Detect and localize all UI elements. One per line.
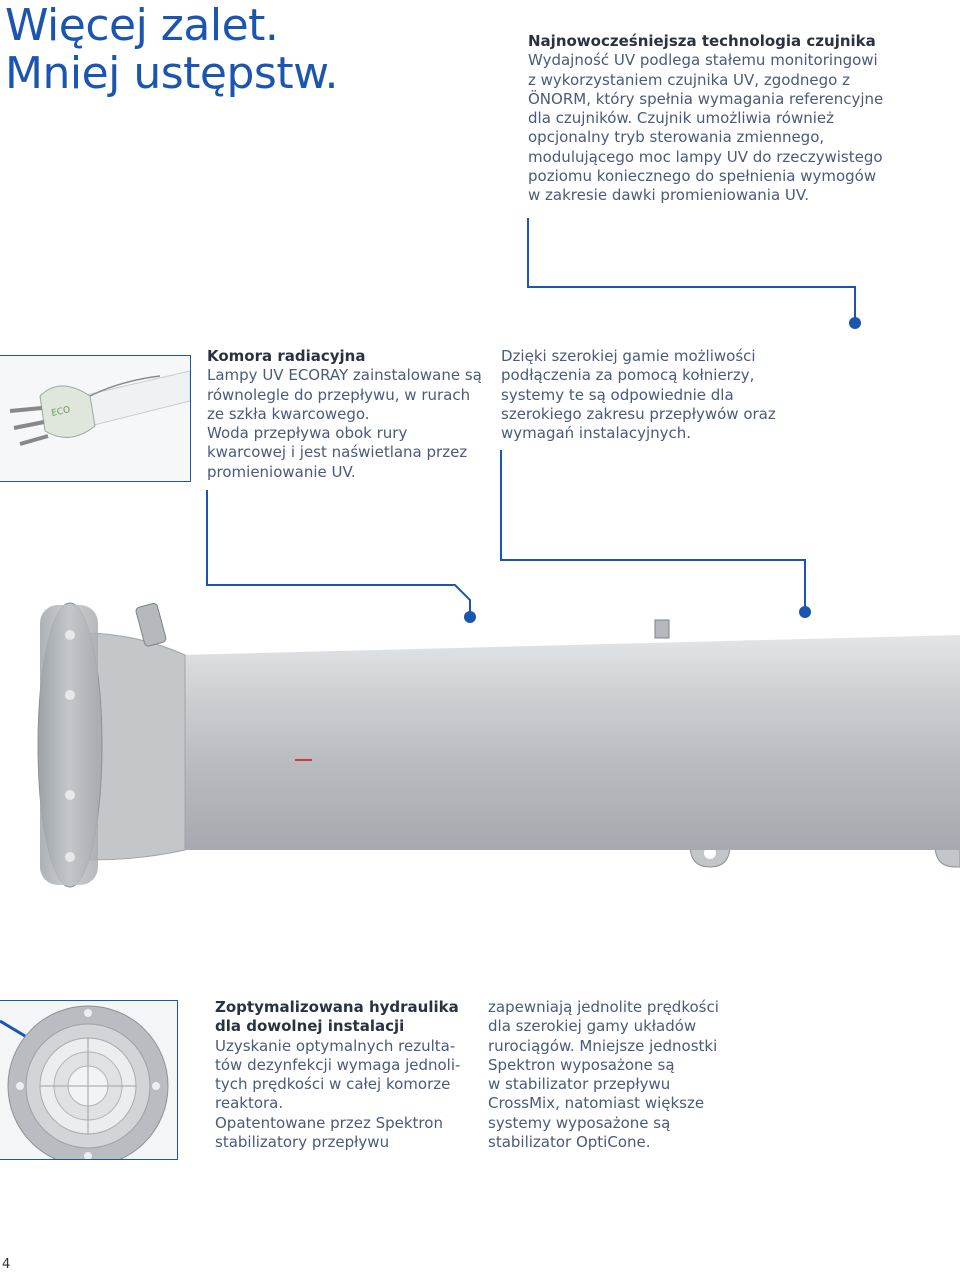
hydraulics-cont-line: dla szerokiej gamy układów [488, 1017, 697, 1036]
connections-line: systemy te są odpowiednie dla [501, 385, 734, 404]
sensor-line: Wydajność UV podlega stałemu monitoringowi [528, 51, 878, 70]
svg-text:ECO: ECO [50, 405, 72, 419]
hydraulics-cont-line: rurociągów. Mniejsze jednostki [488, 1036, 718, 1055]
uv-lamp-photo [0, 355, 191, 482]
connections-section [501, 347, 781, 443]
hydraulics-continued-section [488, 998, 748, 1152]
sensor-section [528, 32, 948, 206]
hydraulics-title-1: Zoptymalizowana hydraulika [215, 998, 459, 1016]
sensor-line: w zakresie dawki promieniowania UV. [528, 186, 810, 205]
chamber-line: Lampy UV ECORAY zainstalowane są [207, 366, 482, 385]
page-number: 4 [2, 1257, 11, 1272]
chamber-title: Komora radiacyjna [207, 347, 366, 365]
hydraulics-cont-line: stabilizator OptiCone. [488, 1133, 651, 1152]
chamber-line: Woda przepływa obok rury [207, 424, 408, 443]
sensor-line: ÖNORM, który spełnia wymagania referencyjne [528, 89, 884, 108]
hydraulics-title-2: dla dowolnej instalacji [215, 1017, 405, 1036]
title-line-1: Więcej zalet. [5, 0, 279, 51]
sensor-line: dla czujników. Czujnik umożliwia również [528, 109, 834, 128]
hydraulics-section [215, 998, 465, 1152]
hydraulics-cont-line: zapewniają jednolite prędkości [488, 998, 719, 1016]
hydraulics-cont-line: systemy wyposażone są [488, 1113, 671, 1132]
hydraulics-line: tych prędkości w całej komorze [215, 1075, 451, 1094]
chamber-line: kwarcowej i jest naświetlana przez [207, 443, 468, 462]
sensor-title: Najnowocześniejsza technologia czujnika [528, 32, 876, 50]
title-line-2: Mniej ustępstw. [5, 48, 339, 99]
hydraulics-line: Uzyskanie optymalnych rezulta- [215, 1036, 456, 1055]
hydraulics-line: stabilizatory przepływu [215, 1133, 390, 1152]
chamber-line: ze szkła kwarcowego. [207, 404, 370, 423]
chamber-line: równolegle do przepływu, w rurach [207, 385, 471, 404]
sensor-line: z wykorzystaniem czujnika UV, zgodnego z [528, 70, 851, 89]
hydraulics-cont-line: CrossMix, natomiast większe [488, 1094, 705, 1113]
connections-line: wymagań instalacyjnych. [501, 424, 692, 443]
flow-stabilizer-photo [0, 1000, 178, 1160]
hydraulics-line: tów dezynfekcji wymaga jednoli- [215, 1055, 461, 1074]
connections-line: podłączenia za pomocą kołnierzy, [501, 366, 755, 385]
chamber-section [207, 347, 487, 482]
uv-reactor-photo [0, 595, 960, 895]
hydraulics-cont-line: w stabilizator przepływu [488, 1075, 671, 1094]
sensor-line: modulującego moc lampy UV do rzeczywistego [528, 147, 883, 166]
hydraulics-line: Opatentowane przez Spektron [215, 1113, 443, 1132]
uv-lamp-icon [0, 356, 190, 481]
chamber-line: promieniowanie UV. [207, 462, 356, 481]
flow-stabilizer-icon [0, 1001, 177, 1159]
page-title [5, 2, 425, 98]
sensor-line: opcjonalny tryb sterowania zmiennego, [528, 128, 825, 147]
hydraulics-line: reaktora. [215, 1094, 284, 1113]
connections-line: Dzięki szerokiej gamie możliwości [501, 347, 756, 365]
connections-line: szerokiego zakresu przepływów oraz [501, 404, 776, 423]
sensor-line: poziomu koniecznego do spełnienia wymogów [528, 167, 877, 186]
hydraulics-cont-line: Spektron wyposażone są [488, 1055, 675, 1074]
